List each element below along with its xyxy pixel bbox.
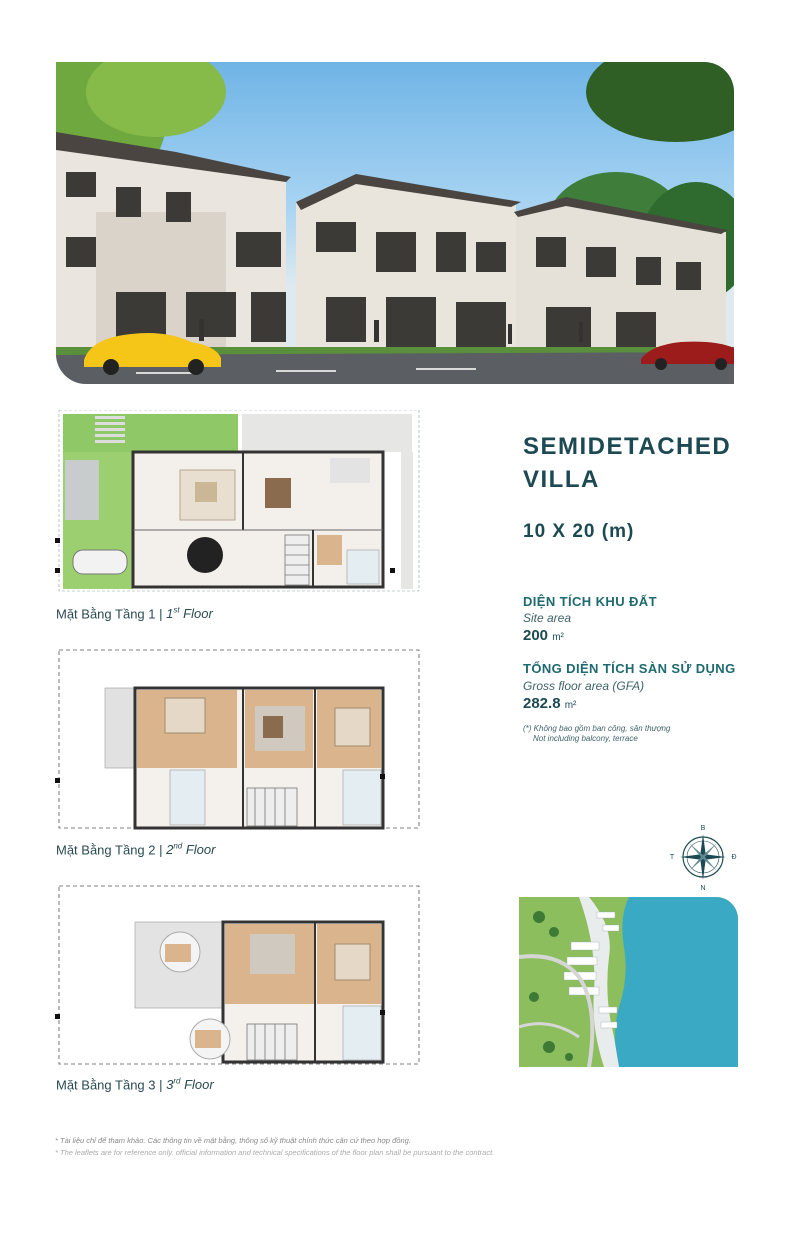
footer-disclaimer-en: * The leaflets are for reference only. official information and technical specifications of the floor plan shall be pursuant to the contract. <box>55 1148 495 1157</box>
site-area-label-en: Site area <box>523 611 572 625</box>
floor-2-caption <box>56 842 215 857</box>
gfa-value-row <box>523 695 576 712</box>
floor-3-caption-en: Floor <box>180 1077 214 1093</box>
gfa-note <box>523 724 670 744</box>
floor-1-caption <box>56 606 213 621</box>
floor-2-caption-num: 2 <box>166 842 174 858</box>
gfa-label-en: Gross floor area (GFA) <box>523 679 645 693</box>
villa-title-line2: VILLA <box>523 466 600 493</box>
floor-2-plan-drawing <box>55 648 423 830</box>
floor-1-caption-sup: st <box>173 606 180 615</box>
villa-title <box>523 430 731 496</box>
floor-1-caption-en: Floor <box>179 606 213 622</box>
floor-3-caption-sup: rd <box>173 1077 181 1086</box>
gfa-note-vn: (*) Không bao gồm ban công, sân thượng <box>523 724 671 733</box>
site-area-label-vn: DIỆN TÍCH KHU ĐẤT <box>523 594 657 609</box>
floor-2-caption-vn: Mặt Bằng Tầng 2 | <box>56 842 167 858</box>
floor-3-caption-num: 3 <box>166 1077 174 1093</box>
floor-2-caption-en: Floor <box>182 842 216 858</box>
compass-west-label: T <box>669 854 675 861</box>
compass-rose-icon <box>668 822 738 897</box>
gfa-value: 282.8 <box>523 695 561 712</box>
gfa-label-vn: TỔNG DIỆN TÍCH SÀN SỬ DỤNG <box>523 661 736 676</box>
floor-1-plan-drawing <box>55 410 423 593</box>
compass-south-label: N <box>700 885 706 892</box>
floor-3-plan-drawing <box>55 884 423 1066</box>
floor-3-caption <box>56 1077 214 1092</box>
floor-3-caption-vn: Mặt Bằng Tầng 3 | <box>56 1077 167 1093</box>
site-area-value: 200 <box>523 627 549 644</box>
site-location-map <box>519 897 738 1067</box>
site-area-value-row <box>523 627 564 644</box>
compass-east-label: Đ <box>731 854 737 861</box>
floor-2-caption-sup: nd <box>173 842 183 851</box>
villa-rendering-image <box>56 62 734 384</box>
footer-disclaimer-vn: * Tài liệu chỉ để tham khảo. Các thông tin về mặt bằng, thông số kỹ thuật chính thức căn cứ theo hợp đồng. <box>55 1136 411 1145</box>
compass-north-label: B <box>700 825 706 832</box>
site-area-unit: m² <box>552 632 564 643</box>
villa-dimensions: 10 X 20 (m) <box>523 521 635 542</box>
gfa-note-en: Not including balcony, terrace <box>533 734 638 743</box>
floor-1-caption-vn: Mặt Bằng Tầng 1 | <box>56 606 167 622</box>
villa-title-line1: SEMIDETACHED <box>523 433 732 460</box>
floor-1-caption-num: 1 <box>166 606 174 622</box>
gfa-unit: m² <box>564 700 577 711</box>
